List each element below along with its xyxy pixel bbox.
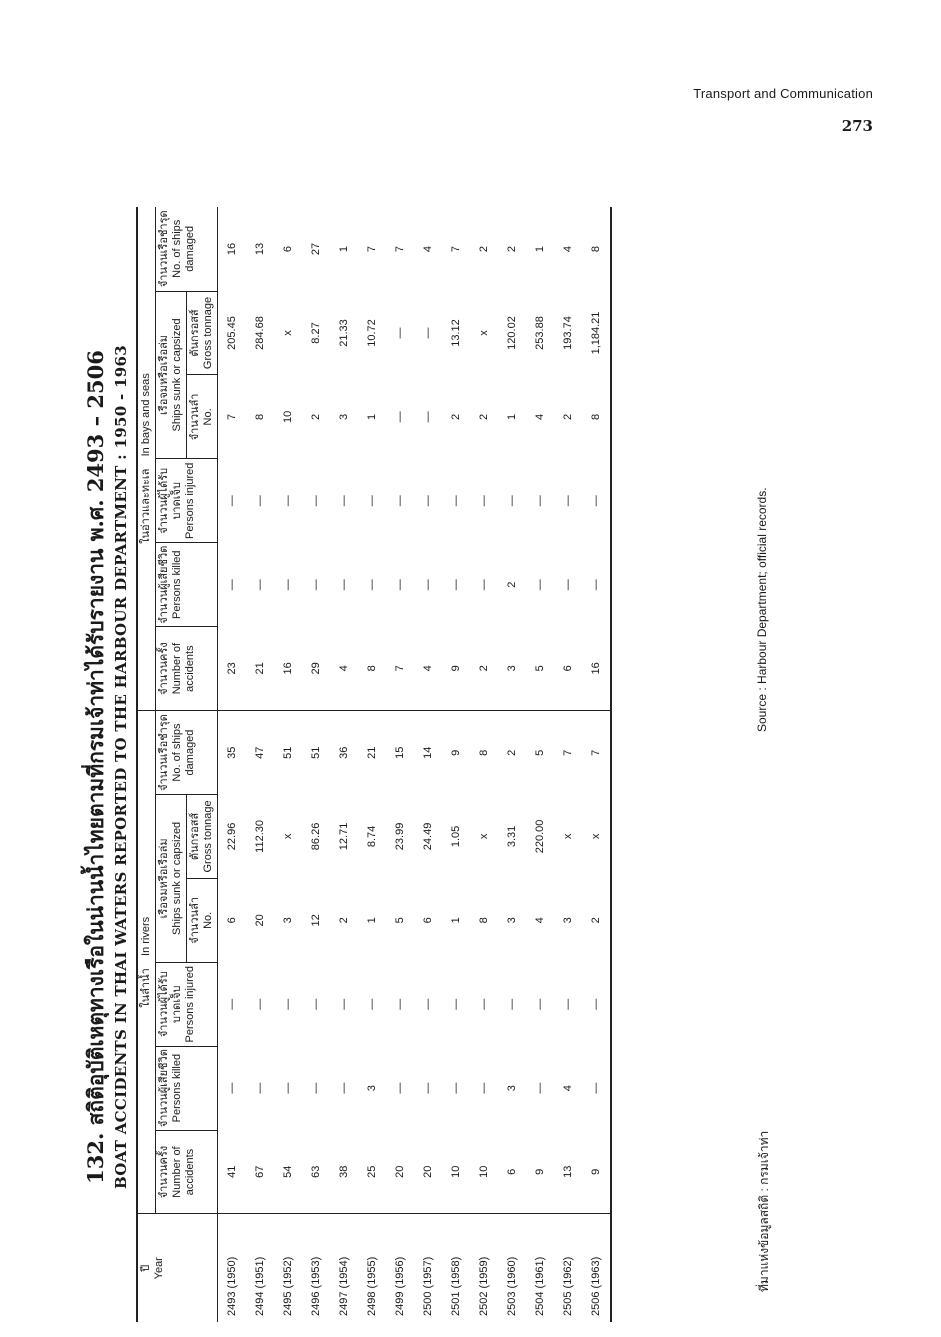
- year-header: ปี Year: [137, 1214, 218, 1322]
- rivers-killed-cell: —: [478, 1082, 490, 1094]
- rivers-injured-cell: —: [562, 998, 574, 1010]
- rivers-injured-cell: —: [366, 998, 378, 1010]
- bays-sunk-no-cell: 1: [366, 413, 378, 420]
- rivers-tonnage-cell: x: [562, 833, 574, 840]
- bays-accidents-cell: 21: [246, 627, 274, 711]
- bays-damaged-cell: 7: [394, 245, 406, 253]
- rotated-table-page: [80, 162, 780, 1322]
- rivers-tonnage-cell: 112.30: [254, 820, 266, 853]
- rivers-sunk-no-cell: 1: [450, 917, 462, 924]
- rivers-injured-cell: —: [450, 998, 462, 1010]
- boat-accidents-table: [136, 207, 612, 1322]
- table-row: [302, 207, 330, 1322]
- rivers-accidents-cell: 10: [442, 1130, 470, 1214]
- bays-sunk-no-cell: 2: [310, 413, 322, 420]
- page-number: 273: [841, 117, 873, 135]
- bays-damaged-cell: 7: [366, 245, 378, 253]
- rivers-injured-cell: —: [282, 998, 294, 1010]
- rivers-killed-cell: —: [582, 1046, 611, 1130]
- rivers-sunk-no-cell: 6: [422, 917, 434, 924]
- bays-accidents-cell: 6: [554, 627, 582, 711]
- rivers-accidents-cell: 38: [330, 1130, 358, 1214]
- rivers-killed-cell: —: [226, 1082, 238, 1094]
- bays-accidents-cell: 9: [442, 627, 470, 711]
- bays-accidents-cell: 7: [386, 627, 414, 711]
- bays-injured-cell: —: [506, 495, 518, 507]
- rivers-tonnage-cell: 220.00: [534, 819, 546, 854]
- bays-injured-cell: —: [394, 495, 406, 507]
- year-cell: 2495 (1952): [282, 1256, 294, 1316]
- rivers-accidents-cell: 6: [498, 1130, 526, 1214]
- year-cell: 2499 (1956): [394, 1256, 406, 1316]
- rivers-injured-cell: —: [506, 998, 518, 1010]
- bays-injured-cell: —: [254, 495, 266, 507]
- bays-killed-cell: —: [366, 579, 378, 591]
- bays-damaged-cell: 16: [226, 242, 238, 256]
- bays-damaged-cell: 8: [582, 207, 611, 291]
- bays-injured-cell: —: [366, 495, 378, 507]
- rivers-injured-cell: —: [254, 998, 266, 1010]
- year-cell: 2494 (1951): [254, 1256, 266, 1316]
- rivers-sunk-no-cell: 6: [226, 917, 238, 924]
- rivers-accidents-header: จำนวนครั้ง Number of accidents: [156, 1130, 218, 1214]
- rivers-tonnage-cell: x: [282, 833, 294, 840]
- rivers-sunk-no-cell: 5: [394, 917, 406, 924]
- bays-accidents-cell: 23: [218, 627, 247, 711]
- bays-tonnage-cell: 13.12: [450, 319, 462, 347]
- bays-injured-cell: —: [226, 495, 238, 507]
- rivers-injured-header: จำนวนผู้ได้รับบาดเจ็บ Persons injured: [156, 962, 218, 1046]
- rivers-sunk-no-cell: 3: [562, 917, 574, 924]
- rivers-sunk-no-cell: 12: [310, 914, 322, 927]
- rivers-tonnage-header: ตันกรอสส์ Gross tonnage: [187, 794, 218, 878]
- bays-killed-header: จำนวนผู้เสียชีวิต Persons killed: [156, 543, 218, 627]
- bays-injured-header: จำนวนผู้ได้รับบาดเจ็บ Persons injured: [156, 459, 218, 543]
- bays-tonnage-cell: —: [422, 327, 434, 339]
- table-row: [218, 207, 247, 1322]
- rivers-killed-cell: —: [394, 1082, 406, 1094]
- bays-accidents-cell: 3: [498, 627, 526, 711]
- bays-damaged-cell: 4: [422, 245, 434, 253]
- rivers-injured-cell: —: [310, 998, 322, 1010]
- rivers-tonnage-cell: 12.71: [338, 822, 350, 851]
- rivers-killed-cell: —: [282, 1082, 294, 1094]
- bays-sunk-no-cell: 8: [582, 375, 611, 459]
- bays-injured-cell: —: [450, 495, 462, 507]
- bays-sunk-no-cell: 4: [534, 413, 546, 420]
- rivers-tonnage-cell: 22.96: [226, 822, 238, 851]
- table-row: [470, 207, 498, 1322]
- bays-damaged-header: จำนวนเรือชำรุด No. of ships damaged: [156, 207, 218, 291]
- bays-injured-cell: —: [478, 495, 490, 507]
- bays-injured-cell: —: [282, 495, 294, 507]
- bays-tonnage-cell: 253.88: [534, 316, 546, 350]
- bays-accidents-header: จำนวนครั้ง Number of accidents: [156, 627, 218, 711]
- rivers-killed-cell: —: [450, 1082, 462, 1094]
- bays-damaged-cell: 2: [506, 245, 518, 253]
- rivers-damaged-cell: 7: [582, 711, 611, 795]
- rivers-sunk-no-cell: 3: [282, 917, 294, 924]
- rivers-accidents-cell: 25: [358, 1130, 386, 1214]
- rivers-damaged-cell: 51: [282, 746, 294, 759]
- rivers-tonnage-cell: x: [582, 794, 611, 878]
- rivers-damaged-cell: 5: [534, 749, 546, 756]
- bays-tonnage-cell: 120.02: [506, 316, 518, 350]
- rivers-tonnage-cell: 23.99: [394, 822, 406, 851]
- group-header-row: [137, 207, 156, 1322]
- bays-damaged-cell: 4: [562, 245, 574, 253]
- year-cell: 2493 (1950): [226, 1256, 238, 1316]
- rivers-injured-cell: —: [422, 998, 434, 1010]
- rivers-tonnage-cell: 24.49: [422, 822, 434, 851]
- rivers-sunk-no-cell: 8: [478, 917, 490, 924]
- table-title-thai: 132. สถิติอุบัติเหตุทางเรือในน่านน้ำไทยตามที่กรมเจ้าท่าได้รับรายงาน พ.ศ. 2493 – 2506: [83, 350, 108, 1184]
- bays-tonnage-header: ตันกรอสส์ Gross tonnage: [187, 291, 218, 375]
- table-row: [274, 207, 302, 1322]
- rivers-sunk-no-cell: 2: [582, 878, 611, 962]
- bays-sunk-no-cell: 2: [478, 413, 490, 420]
- bays-tonnage-cell: 1,184.21: [582, 291, 611, 375]
- table-title-english: BOAT ACCIDENTS IN THAI WATERS REPORTED TO THE HARBOUR DEPARTMENT : 1950 - 1963: [112, 345, 130, 1189]
- source-note-english: Source : Harbour Department; official records.: [755, 487, 769, 732]
- rivers-damaged-header: จำนวนเรือชำรุด No. of ships damaged: [156, 711, 218, 795]
- bays-sunk-no-cell: 3: [338, 413, 350, 420]
- bays-tonnage-cell: 284.68: [254, 316, 266, 350]
- year-cell: 2501 (1958): [450, 1256, 462, 1316]
- rivers-accidents-cell: 9: [582, 1130, 611, 1214]
- rivers-accidents-cell: 54: [274, 1130, 302, 1214]
- rivers-damaged-cell: 8: [478, 749, 490, 756]
- bays-sunk-no-cell: 2: [562, 413, 574, 420]
- table-row: [442, 207, 470, 1322]
- bays-tonnage-cell: 8.27: [310, 322, 322, 344]
- page-header: [693, 86, 873, 135]
- year-cell: 2496 (1953): [310, 1256, 322, 1316]
- year-cell: 2500 (1957): [422, 1256, 434, 1316]
- bays-killed-cell: —: [534, 579, 546, 591]
- bays-injured-cell: —: [422, 495, 434, 507]
- rivers-killed-cell: 3: [506, 1085, 518, 1092]
- rivers-damaged-cell: 51: [310, 746, 322, 759]
- rivers-damaged-cell: 35: [226, 746, 238, 759]
- bays-sunk-no-cell: 8: [254, 413, 266, 420]
- rivers-injured-cell: —: [534, 998, 546, 1010]
- rivers-sunk-header: เรือจมหรือเรือล่ม Ships sunk or capsized: [156, 794, 187, 962]
- table-body: [218, 207, 612, 1322]
- rivers-tonnage-cell: 86.26: [310, 822, 322, 851]
- bays-accidents-cell: 16: [274, 627, 302, 711]
- bays-injured-cell: —: [338, 495, 350, 507]
- bays-damaged-cell: 1: [534, 245, 546, 253]
- bays-injured-cell: —: [534, 495, 546, 507]
- bays-tonnage-cell: x: [478, 330, 490, 336]
- section-title: Transport and Communication: [693, 86, 873, 101]
- rivers-accidents-cell: 20: [414, 1130, 442, 1214]
- table-row: [582, 207, 611, 1322]
- rivers-damaged-cell: 36: [338, 746, 350, 759]
- bays-tonnage-cell: x: [282, 330, 294, 336]
- rivers-sunk-no-cell: 1: [366, 917, 378, 924]
- rivers-sunk-no-cell: 4: [534, 917, 546, 924]
- year-cell: 2497 (1954): [338, 1256, 350, 1316]
- rivers-group-header: ในลำน้ำ In rivers: [137, 711, 156, 1214]
- rivers-injured-cell: —: [226, 998, 238, 1010]
- rivers-tonnage-cell: 8.74: [366, 825, 378, 848]
- year-cell: 2504 (1961): [534, 1256, 546, 1316]
- year-cell: 2506 (1963): [582, 1214, 611, 1322]
- rivers-damaged-cell: 7: [562, 749, 574, 756]
- rivers-damaged-cell: 15: [394, 746, 406, 759]
- bays-damaged-cell: 2: [478, 245, 490, 253]
- rivers-sunk-no-cell: 3: [506, 917, 518, 924]
- rivers-killed-cell: 4: [562, 1085, 574, 1092]
- table-row: [386, 207, 414, 1322]
- bays-damaged-cell: 1: [338, 245, 350, 253]
- table-row: [526, 207, 554, 1322]
- bays-killed-cell: —: [422, 579, 434, 591]
- table-row: [330, 207, 358, 1322]
- bays-accidents-cell: 2: [470, 627, 498, 711]
- bays-damaged-cell: 7: [450, 245, 462, 253]
- rivers-accidents-cell: 10: [470, 1130, 498, 1214]
- rivers-accidents-cell: 20: [386, 1130, 414, 1214]
- rivers-killed-cell: —: [534, 1082, 546, 1094]
- rivers-accidents-cell: 63: [302, 1130, 330, 1214]
- bays-sunk-no-cell: —: [422, 411, 434, 423]
- bays-tonnage-cell: 10.72: [366, 319, 378, 347]
- rivers-damaged-cell: 2: [506, 749, 518, 756]
- bays-killed-cell: —: [478, 579, 490, 591]
- bays-sunk-no-cell: 2: [450, 413, 462, 420]
- bays-sunk-no-cell: —: [394, 411, 406, 423]
- column-header-row: [156, 207, 187, 1322]
- bays-sunk-no-cell: 7: [226, 413, 238, 420]
- rivers-tonnage-cell: x: [478, 833, 490, 840]
- rivers-killed-cell: —: [338, 1082, 350, 1094]
- bays-damaged-cell: 6: [282, 245, 294, 253]
- rivers-damaged-cell: 14: [422, 746, 434, 759]
- rivers-damaged-cell: 21: [366, 746, 378, 759]
- rivers-injured-cell: —: [394, 998, 406, 1010]
- rivers-sunk-no-cell: 2: [338, 917, 350, 924]
- rivers-killed-cell: —: [422, 1082, 434, 1094]
- bays-sunk-header: เรือจมหรือเรือล่ม Ships sunk or capsized: [156, 291, 187, 459]
- rivers-accidents-cell: 9: [526, 1130, 554, 1214]
- rivers-injured-cell: —: [582, 962, 611, 1046]
- rivers-injured-cell: —: [478, 998, 490, 1010]
- rivers-sunk-no-cell: 20: [254, 914, 266, 927]
- bays-injured-cell: —: [310, 495, 322, 507]
- bays-injured-cell: —: [562, 495, 574, 507]
- bays-damaged-cell: 27: [310, 242, 322, 256]
- bays-accidents-cell: 8: [358, 627, 386, 711]
- table-row: [358, 207, 386, 1322]
- table-row: [246, 207, 274, 1322]
- bays-tonnage-cell: 21.33: [338, 319, 350, 347]
- bays-killed-cell: —: [394, 579, 406, 591]
- bays-killed-cell: —: [282, 579, 294, 591]
- bays-killed-cell: —: [310, 579, 322, 591]
- bays-sunk-no-cell: 1: [506, 413, 518, 420]
- bays-killed-cell: —: [450, 579, 462, 591]
- bays-tonnage-cell: 193.74: [562, 316, 574, 350]
- rivers-killed-cell: 3: [366, 1085, 378, 1092]
- bays-tonnage-cell: 205.45: [226, 316, 238, 350]
- bays-killed-cell: —: [562, 579, 574, 591]
- bays-accidents-cell: 16: [582, 627, 611, 711]
- table-row: [498, 207, 526, 1322]
- rivers-sunk-no-header: จำนวนลำ No.: [187, 878, 218, 962]
- bays-killed-cell: —: [226, 579, 238, 591]
- rivers-killed-cell: —: [254, 1082, 266, 1094]
- bays-sunk-no-cell: 10: [282, 410, 294, 424]
- rivers-damaged-cell: 47: [254, 746, 266, 759]
- rivers-tonnage-cell: 1.05: [450, 825, 462, 848]
- bays-tonnage-cell: —: [394, 327, 406, 339]
- table-row: [414, 207, 442, 1322]
- source-note-thai: ที่มาแห่งข้อมูลสถิติ : กรมเจ้าท่า: [757, 1130, 771, 1292]
- bays-sunk-no-header: จำนวนลำ No.: [187, 375, 218, 459]
- bays-damaged-cell: 13: [254, 242, 266, 256]
- year-cell: 2503 (1960): [506, 1256, 518, 1316]
- bays-accidents-cell: 4: [330, 627, 358, 711]
- rivers-accidents-cell: 13: [554, 1130, 582, 1214]
- bays-killed-cell: —: [338, 579, 350, 591]
- rivers-damaged-cell: 9: [450, 749, 462, 756]
- year-cell: 2502 (1959): [478, 1256, 490, 1316]
- rivers-tonnage-cell: 3.31: [506, 825, 518, 848]
- rivers-killed-header: จำนวนผู้เสียชีวิต Persons killed: [156, 1046, 218, 1130]
- bays-killed-cell: —: [254, 579, 266, 591]
- table-row: [554, 207, 582, 1322]
- bays-accidents-cell: 29: [302, 627, 330, 711]
- rivers-accidents-cell: 67: [246, 1130, 274, 1214]
- rivers-accidents-cell: 41: [218, 1130, 247, 1214]
- year-cell: 2505 (1962): [562, 1256, 574, 1316]
- rivers-killed-cell: —: [310, 1082, 322, 1094]
- bays-killed-cell: —: [582, 543, 611, 627]
- bays-accidents-cell: 4: [414, 627, 442, 711]
- year-cell: 2498 (1955): [366, 1256, 378, 1316]
- bays-group-header: ในอ่าวและทะเล In bays and seas: [137, 207, 156, 711]
- bays-accidents-cell: 5: [526, 627, 554, 711]
- rivers-injured-cell: —: [338, 998, 350, 1010]
- bays-killed-cell: 2: [506, 581, 518, 588]
- bays-injured-cell: —: [582, 459, 611, 543]
